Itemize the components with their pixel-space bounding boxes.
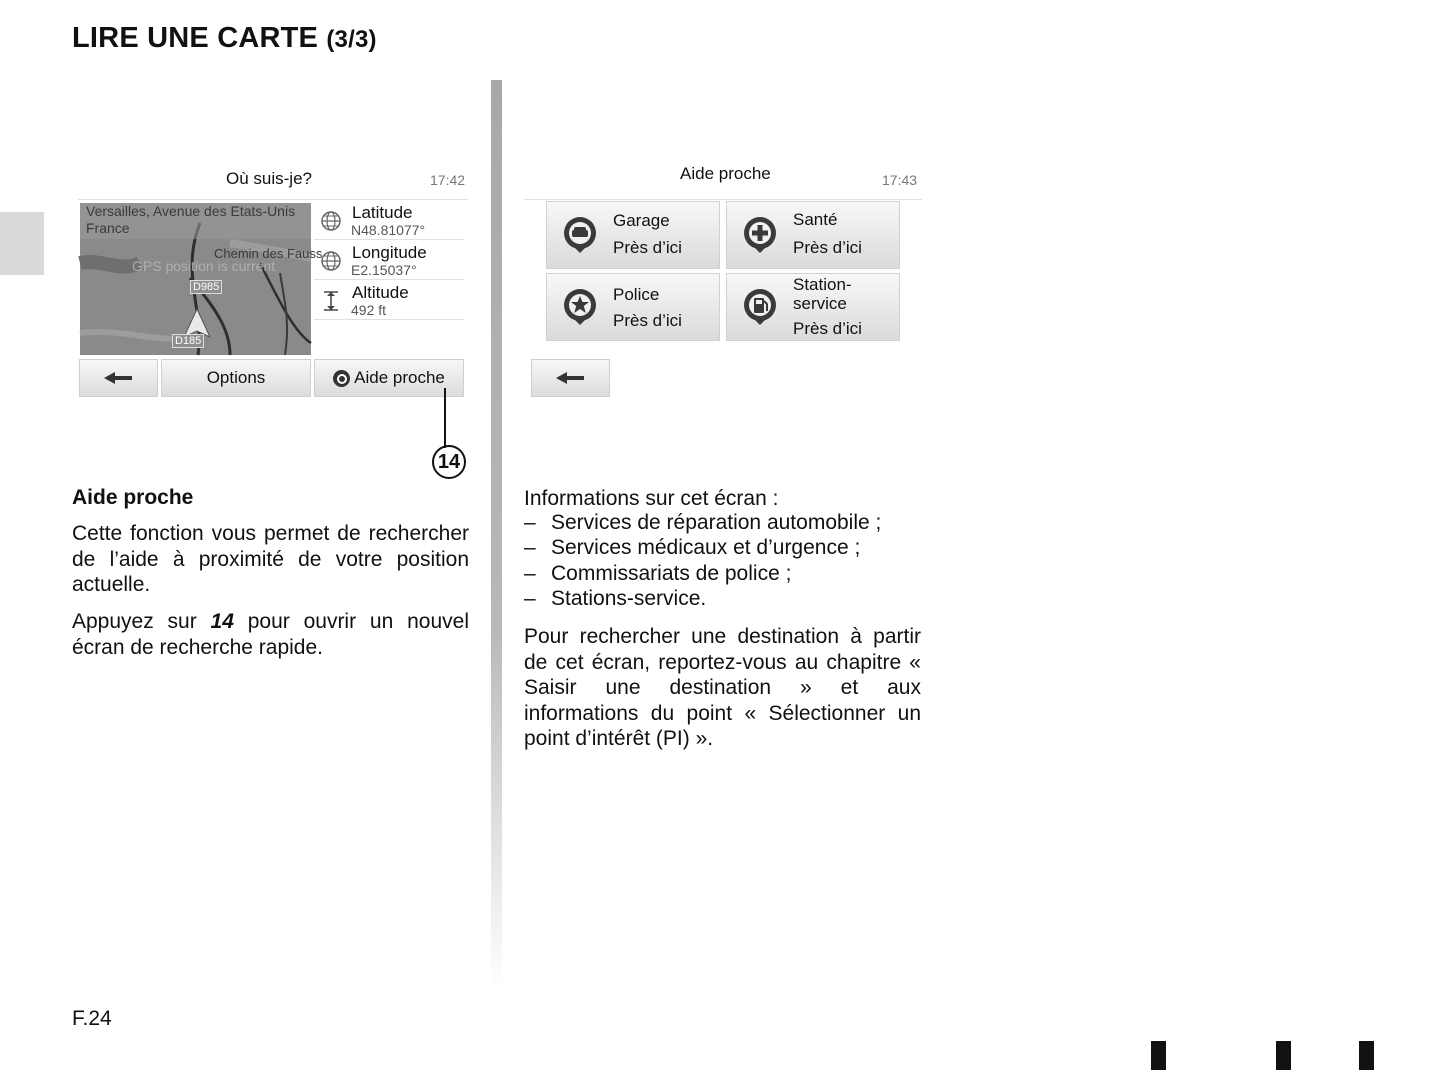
- screen-title-where-am-i: Où suis-je?: [226, 169, 312, 188]
- map-road-label: D985: [190, 280, 222, 294]
- info-value: N48.81077°: [351, 222, 426, 238]
- list-item: – Services de réparation automobile ;: [524, 511, 882, 534]
- tile-subtitle: Près d’ici: [793, 319, 862, 338]
- garage-icon: [561, 215, 599, 253]
- print-mark: [1359, 1041, 1374, 1070]
- nearby-help-button[interactable]: [314, 359, 464, 397]
- info-row-longitude: [314, 241, 464, 280]
- globe-icon: [320, 250, 342, 272]
- screen-header-line: [524, 199, 922, 200]
- map-road-label: D185: [172, 334, 204, 348]
- tile-fuel-station[interactable]: [726, 273, 900, 341]
- screen-clock: 17:42: [430, 172, 466, 188]
- altitude-icon: [320, 290, 342, 312]
- paragraph-description: Cette fonction vous permet de rechercher de l’aide à proximité de votre position actuelle.: [72, 522, 469, 596]
- tile-police[interactable]: [546, 273, 720, 341]
- list-item: – Stations-service.: [524, 587, 707, 610]
- paragraph-reference: Pour rechercher une destination à partir de cet écran, reportez-vous au chapitre « Saisir une destination » et aux informations du point « Sélectionner un point d’intérêt (PI) ».: [524, 625, 921, 750]
- info-value: 492 ft: [351, 302, 387, 318]
- print-mark: [1276, 1041, 1291, 1070]
- back-arrow-icon: [104, 372, 134, 384]
- map-view[interactable]: [80, 203, 323, 355]
- map-gps-status: GPS position is current: [132, 258, 276, 274]
- back-arrow-icon: [556, 372, 586, 384]
- fuel-station-icon: [741, 287, 779, 325]
- tile-title: Police: [613, 285, 660, 304]
- screen-clock: 17:43: [882, 172, 918, 188]
- info-value: E2.15037°: [351, 262, 417, 278]
- tile-garage[interactable]: [546, 201, 720, 269]
- list-intro: Informations sur cet écran :: [524, 487, 779, 510]
- police-icon: [561, 287, 599, 325]
- page-fraction: (3/3): [326, 26, 377, 53]
- globe-icon: [320, 210, 342, 232]
- callout-leader-line: [444, 388, 446, 448]
- page-title: LIRE UNE CARTE (3/3): [72, 22, 377, 54]
- options-button[interactable]: Options: [161, 359, 311, 397]
- health-icon: [741, 215, 779, 253]
- tile-title: Station-: [793, 275, 852, 294]
- callout-number: 14: [432, 445, 466, 479]
- tile-title-line2: service: [793, 294, 847, 313]
- section-heading: Aide proche: [72, 486, 194, 509]
- screen-title-nearby-help: Aide proche: [680, 164, 771, 183]
- tile-subtitle: Près d’ici: [613, 311, 682, 330]
- tile-title: Santé: [793, 210, 838, 229]
- list-item: – Commissariats de police ;: [524, 562, 792, 585]
- tile-title: Garage: [613, 211, 670, 230]
- paragraph-instruction: Appuyez sur 14 pour ouvrir un nouvel écran de recherche rapide.: [72, 610, 469, 659]
- nearby-help-label: Aide proche: [354, 368, 445, 387]
- tile-subtitle: Près d’ici: [793, 238, 862, 257]
- back-button[interactable]: [79, 359, 158, 397]
- page-number: F.24: [72, 1007, 112, 1030]
- info-label: Longitude: [352, 243, 427, 262]
- info-row-altitude: [314, 281, 464, 320]
- screen-header-line: [78, 199, 468, 200]
- tile-health[interactable]: [726, 201, 900, 269]
- callout-reference: 14: [210, 610, 234, 633]
- side-tab-marker: [0, 212, 44, 275]
- search-icon: [333, 370, 350, 387]
- map-address-line1: Versailles, Avenue des Etats-Unis: [86, 203, 296, 219]
- tile-subtitle: Près d’ici: [613, 238, 682, 257]
- info-row-latitude: [314, 201, 464, 240]
- list-item: – Services médicaux et d’urgence ;: [524, 536, 861, 559]
- map-address-line2: France: [86, 220, 130, 236]
- print-mark: [1151, 1041, 1166, 1070]
- back-button[interactable]: [531, 359, 610, 397]
- info-label: Latitude: [352, 203, 413, 222]
- column-divider: [491, 80, 502, 990]
- map-street-label: Chemin des Fauss: [214, 246, 323, 261]
- info-label: Altitude: [352, 283, 409, 302]
